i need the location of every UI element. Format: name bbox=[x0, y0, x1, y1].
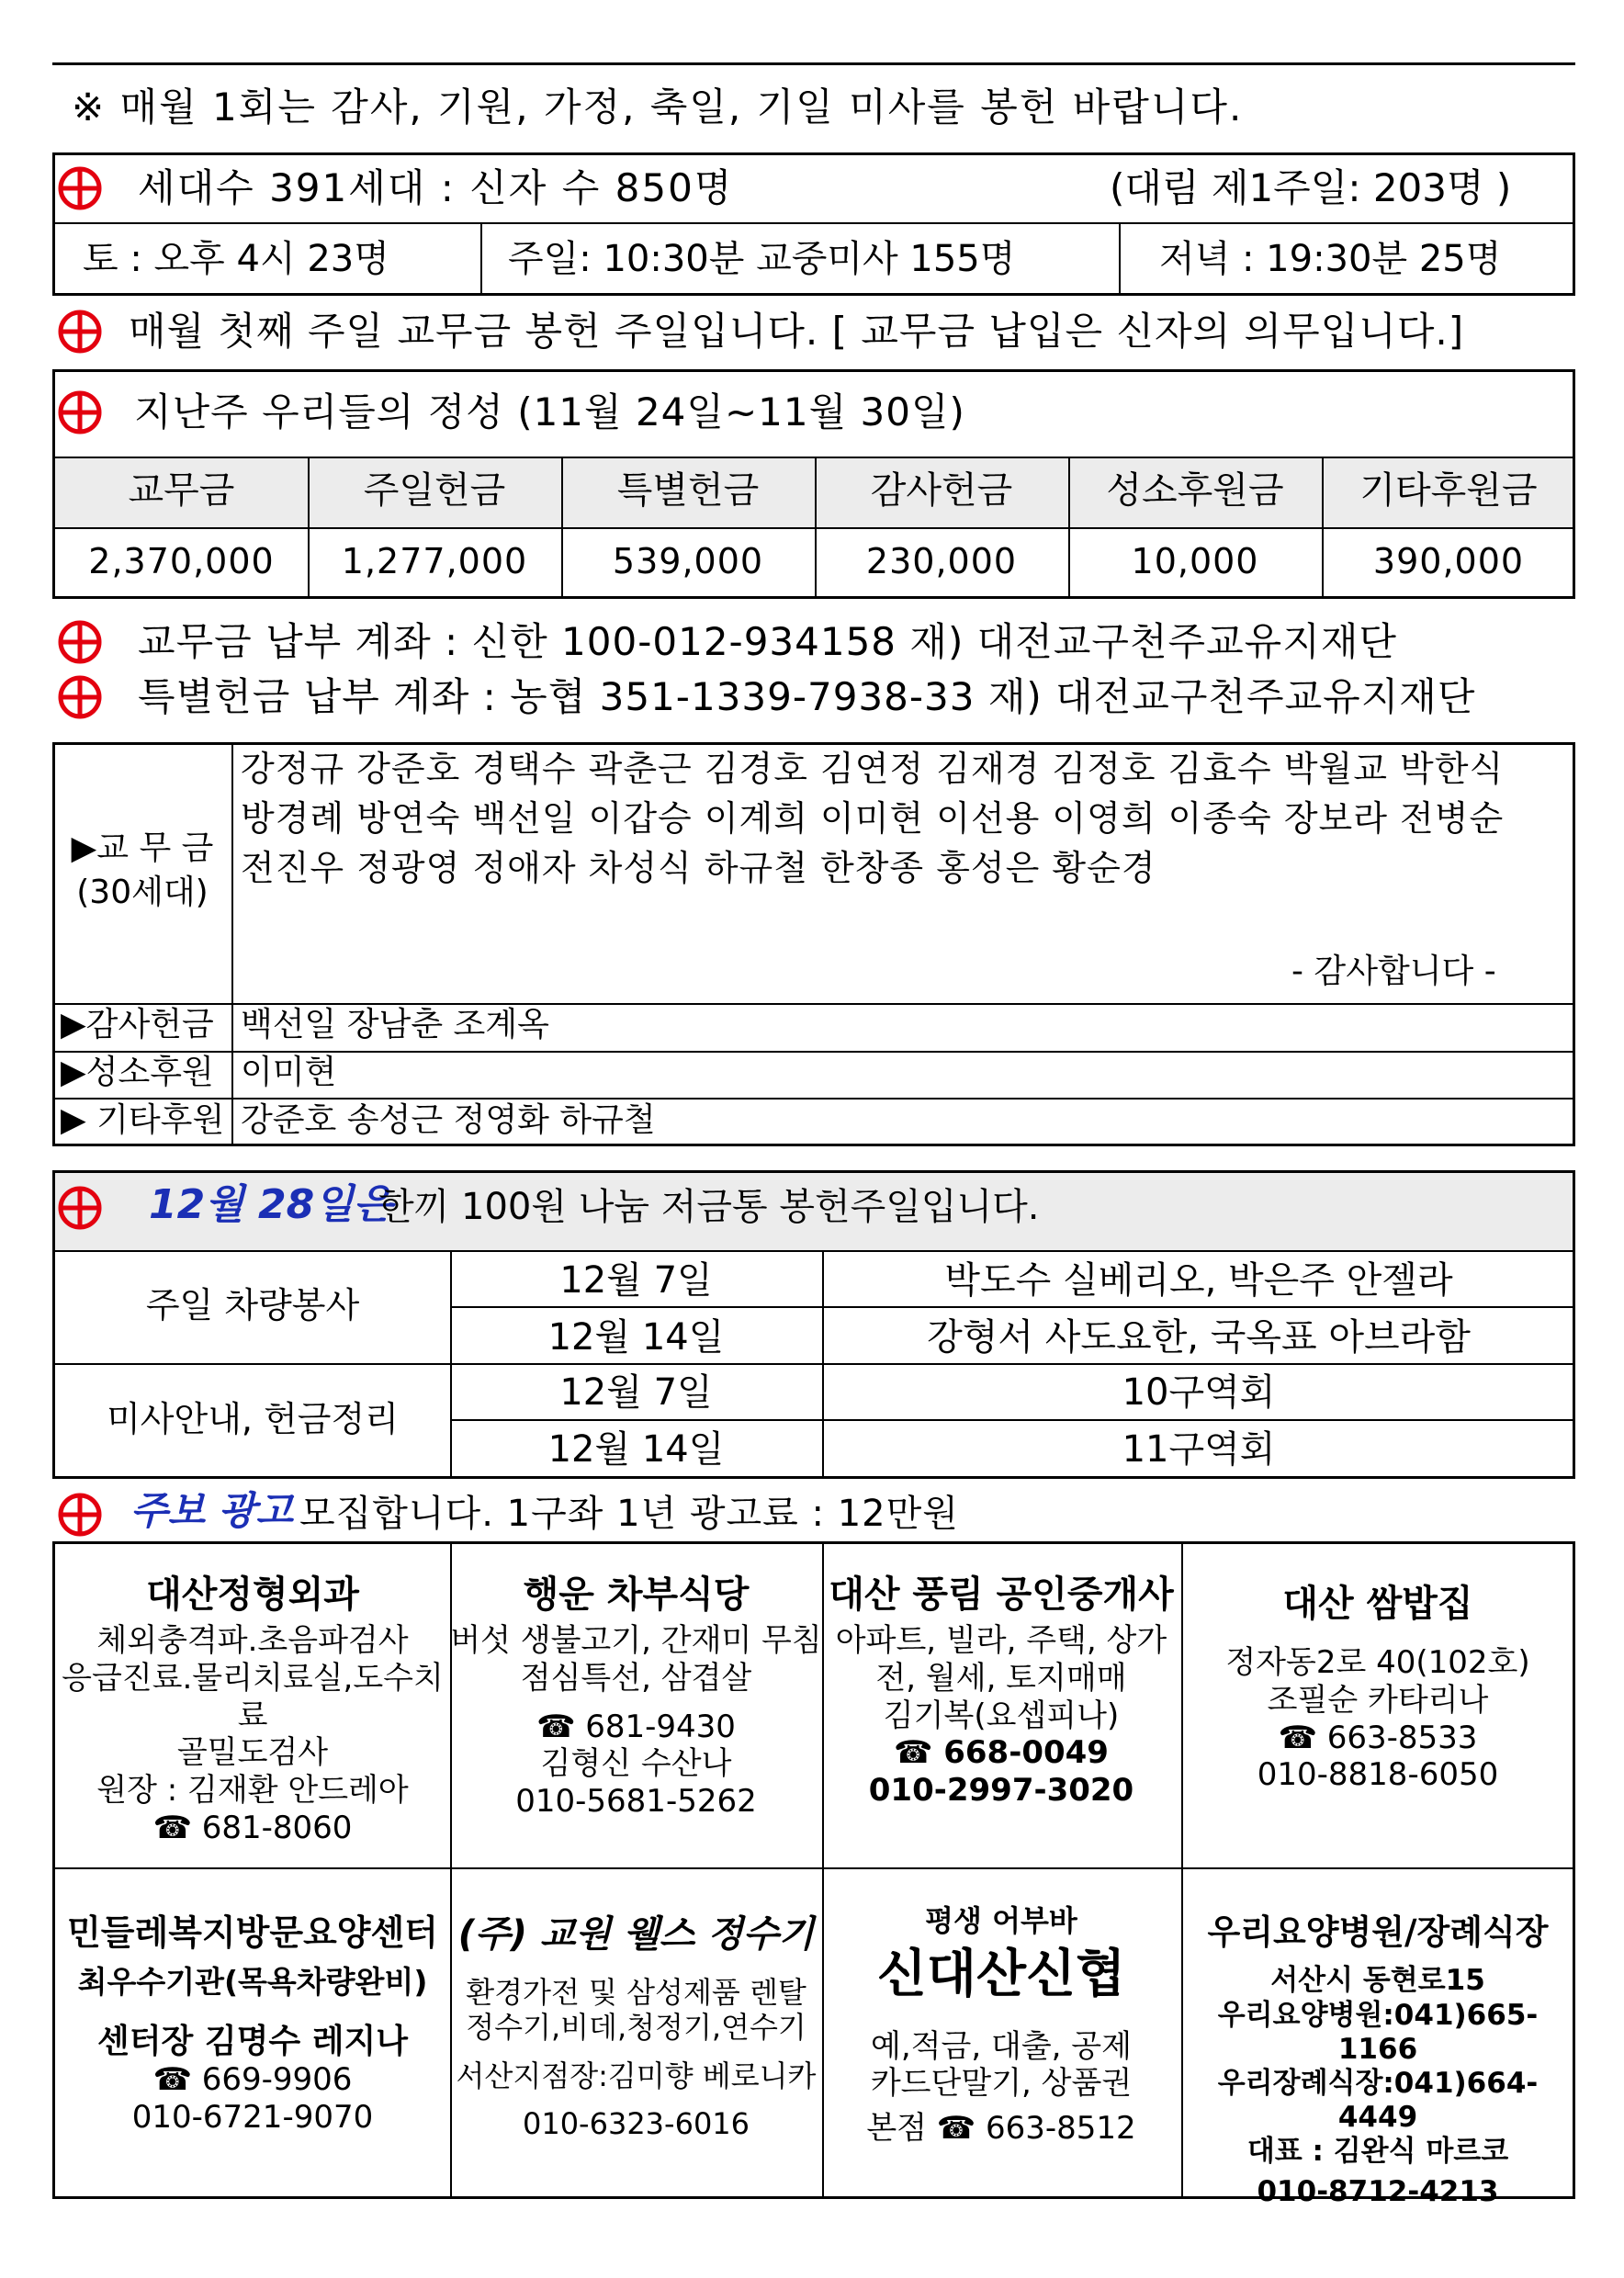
offering-header: 기타후원금 bbox=[1359, 469, 1538, 512]
phone-line: 010-8712-4213 bbox=[1257, 2174, 1499, 2208]
ad-mindeulle-care bbox=[55, 1912, 450, 2137]
cross-icon bbox=[57, 165, 103, 211]
ad-name: 민들레복지방문요양센터 bbox=[67, 1912, 438, 1953]
top-rule bbox=[52, 62, 1575, 65]
ad-daesan-orthopedics bbox=[55, 1573, 450, 1847]
phone-line: 본점 ☎ 663-8512 bbox=[866, 2110, 1136, 2148]
ad-line: 골밀도검사 bbox=[176, 1734, 329, 1772]
mass-date: 12월 7일 bbox=[559, 1371, 713, 1414]
ad-line: 카드단말기, 상품권 bbox=[870, 2065, 1133, 2103]
offering-header: 주일헌금 bbox=[363, 469, 506, 512]
ad-line: 응급진료.물리치료실,도수치료 bbox=[62, 1659, 444, 1734]
phone-line: 010-6721-9070 bbox=[131, 2099, 374, 2137]
gyomu-label: ▶교 무 금 bbox=[71, 829, 214, 867]
car-date: 12월 14일 bbox=[547, 1316, 725, 1359]
cross-icon bbox=[57, 619, 103, 665]
mass-guide-label: 미사안내, 헌금정리 bbox=[107, 1399, 399, 1439]
ad-ssambap bbox=[1180, 1582, 1575, 1794]
ad-name: 대산정형외과 bbox=[146, 1573, 359, 1616]
donor-row-label: ▶성소후원 bbox=[61, 1054, 214, 1091]
phone-line: 010-6323-6016 bbox=[522, 2106, 750, 2142]
donor-row-names: 백선일 장남춘 조계옥 bbox=[241, 1006, 549, 1043]
ad-sindaesan-credit-union bbox=[822, 1903, 1180, 2148]
ad-tagline: 평생 어부바 bbox=[925, 1903, 1077, 1938]
ad-haengun-restaurant bbox=[450, 1573, 822, 1821]
savings-headline: 한끼 100원 나눔 저금통 봉헌주일입니다. bbox=[378, 1186, 1040, 1228]
ad-woori-hospital bbox=[1180, 1912, 1575, 2209]
ad-line: 버섯 생불고기, 간재미 무침 bbox=[450, 1622, 822, 1659]
thanks-text: - 감사합니다 - bbox=[1291, 953, 1496, 990]
donor-row-names: 강준호 송성근 정영화 하규철 bbox=[241, 1101, 656, 1139]
phone-line: 우리장례식장:041)664-4449 bbox=[1217, 2066, 1539, 2135]
gyomu-households: (30세대) bbox=[76, 874, 209, 911]
ad-line: 정자동2로 40(102호) bbox=[1225, 1644, 1530, 1681]
ad-line: 예,적금, 대출, 공제 bbox=[871, 2027, 1132, 2065]
gyomu-names-line: 전진우 정광영 정애자 차성식 하규철 한창종 홍성은 황순경 bbox=[241, 848, 1156, 888]
phone-line: 010-2997-3020 bbox=[868, 1772, 1134, 1810]
cross-icon bbox=[57, 309, 103, 355]
phone-line: 010-8818-6050 bbox=[1257, 1756, 1499, 1794]
gyomu-names-line: 방경례 방연숙 백선일 이갑승 이계희 이미현 이선용 이영희 이종숙 장보라 전병순 bbox=[241, 798, 1505, 839]
ad-line: 조필순 카타리나 bbox=[1267, 1681, 1489, 1719]
offering-header: 감사헌금 bbox=[870, 469, 1013, 512]
offering-header: 특별헌금 bbox=[616, 469, 760, 512]
ad-pungrim-realestate bbox=[822, 1573, 1180, 1810]
mass-date: 12월 14일 bbox=[547, 1428, 725, 1471]
special-account: 특별헌금 납부 계좌 : 농협 351-1339-7938-33 재) 대전교구천주교유지재단 bbox=[138, 674, 1476, 719]
mass-group: 10구역회 bbox=[1122, 1371, 1276, 1414]
donor-row-names: 이미현 bbox=[241, 1054, 337, 1091]
ad-line: 점심특선, 삼겹살 bbox=[520, 1659, 752, 1697]
phone-line: ☎ 681-8060 bbox=[152, 1809, 353, 1846]
ad-line: 최우수기관(목욕차량완비) bbox=[77, 1963, 428, 2000]
phone-line: ☎ 668-0049 bbox=[894, 1734, 1109, 1772]
first-sunday-notice: 매월 첫째 주일 교무금 봉헌 주일입니다. [ 교무금 납입은 신자의 의무입니다.] bbox=[129, 309, 1465, 354]
offering-header: 교무금 bbox=[128, 469, 235, 512]
ad-line: 대표 : 김완식 마르코 bbox=[1246, 2135, 1509, 2169]
offering-header: 성소후원금 bbox=[1106, 469, 1284, 512]
car-service-label: 주일 차량봉사 bbox=[145, 1285, 360, 1325]
ad-line: 원장 : 김재환 안드레아 bbox=[96, 1772, 409, 1810]
phone-line: 010-5681-5262 bbox=[515, 1783, 757, 1821]
ad-line: 환경가전 및 삼성제품 렌탈 bbox=[466, 1975, 806, 2010]
ad-line: 체외충격파.초음파검사 bbox=[96, 1622, 409, 1659]
ad-kyowon-wells bbox=[450, 1912, 822, 2142]
ad-name: 행운 차부식당 bbox=[523, 1573, 750, 1616]
households-count: 세대수 391세대 : 신자 수 850명 bbox=[138, 165, 734, 210]
ad-name: 신대산신협 bbox=[876, 1945, 1126, 2005]
phone-line: 우리요양병원:041)665-1166 bbox=[1217, 1998, 1539, 2066]
donor-row-label: ▶감사헌금 bbox=[61, 1006, 214, 1043]
cross-icon bbox=[57, 389, 103, 435]
ads-title: 주보 광고 bbox=[130, 1488, 293, 1533]
phone-line: ☎ 681-9430 bbox=[536, 1708, 736, 1745]
cross-icon bbox=[57, 1185, 103, 1231]
ad-line: 김형신 수산나 bbox=[540, 1745, 732, 1783]
ad-line: 전, 월세, 토지매매 bbox=[875, 1659, 1127, 1697]
ad-name: 대산 풍림 공인중개사 bbox=[829, 1573, 1174, 1616]
phone-line: ☎ 669-9906 bbox=[152, 2061, 353, 2099]
cross-icon bbox=[57, 674, 103, 720]
ad-name: (주) 교원 웰스 정수기 bbox=[457, 1913, 815, 1956]
car-volunteers: 박도수 실베리오, 박은주 안젤라 bbox=[944, 1259, 1453, 1302]
mass-group: 11구역회 bbox=[1122, 1428, 1276, 1471]
ad-line: 센터장 김명수 레지나 bbox=[96, 2023, 409, 2061]
offering-value: 10,000 bbox=[1131, 541, 1259, 581]
phone-line: ☎ 663-8533 bbox=[1278, 1719, 1478, 1756]
offering-value: 1,277,000 bbox=[341, 541, 528, 581]
gyomu-names-line: 강정규 강준호 경택수 곽춘근 김경호 김연정 김재경 김정호 김효수 박월교 박한식 bbox=[241, 749, 1505, 789]
offerings-title: 지난주 우리들의 정성 (11월 24일~11월 30일) bbox=[134, 389, 965, 434]
offering-value: 230,000 bbox=[865, 541, 1018, 581]
savings-date: 12월 28일은 bbox=[149, 1181, 393, 1228]
evening-mass: 저녁 : 19:30분 25명 bbox=[1159, 238, 1502, 280]
sunday-mass: 주일: 10:30분 교중미사 155명 bbox=[508, 238, 1016, 280]
ad-line: 정수기,비데,청정기,연수기 bbox=[466, 2010, 806, 2046]
donor-row-label: ▶ 기타후원 bbox=[61, 1101, 225, 1139]
ad-line: 아파트, 빌라, 주택, 상가 bbox=[835, 1622, 1167, 1659]
ad-line: 김기복(요셉피나) bbox=[883, 1697, 1120, 1734]
gyomu-account: 교무금 납부 계좌 : 신한 100-012-934158 재) 대전교구천주교유지재단 bbox=[138, 619, 1397, 664]
cross-icon bbox=[57, 1492, 103, 1538]
saturday-mass: 토 : 오후 4시 23명 bbox=[83, 238, 389, 280]
ads-recruit: 모집합니다. 1구좌 1년 광고료 : 12만원 bbox=[299, 1493, 959, 1535]
ad-name: 대산 쌈밥집 bbox=[1282, 1583, 1473, 1625]
ad-name: 우리요양병원/장례식장 bbox=[1207, 1912, 1549, 1952]
car-volunteers: 강형서 사도요한, 국옥표 아브라함 bbox=[927, 1316, 1471, 1359]
offering-value: 390,000 bbox=[1372, 541, 1525, 581]
offering-value: 539,000 bbox=[612, 541, 764, 581]
monthly-notice: ※ 매월 1회는 감사, 기원, 가정, 축일, 기일 미사를 봉헌 바랍니다. bbox=[72, 85, 1244, 130]
offering-value: 2,370,000 bbox=[88, 541, 275, 581]
ad-line: 서산지점장:김미향 베로니카 bbox=[456, 2058, 817, 2093]
car-date: 12월 7일 bbox=[559, 1259, 713, 1302]
advent-count: (대림 제1주일: 203명 ) bbox=[1110, 165, 1512, 210]
ad-line: 서산시 동현로15 bbox=[1270, 1964, 1485, 1998]
